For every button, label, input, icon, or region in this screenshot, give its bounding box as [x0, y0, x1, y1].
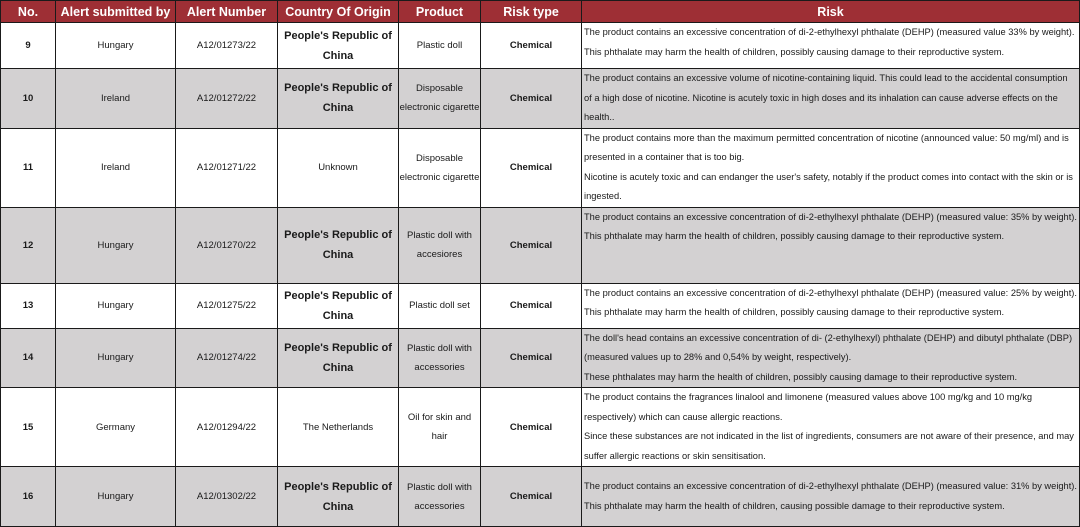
- cell-country-of-origin: The Netherlands: [278, 388, 399, 467]
- header-no: No.: [1, 1, 56, 23]
- header-country-of-origin: Country Of Origin: [278, 1, 399, 23]
- cell-risk-type: Chemical: [481, 283, 582, 328]
- table-row: [1, 328, 1080, 388]
- header-alert-submitted-by: Alert submitted by: [56, 1, 176, 23]
- cell-country-of-origin: People's Republic of China: [278, 23, 399, 69]
- cell-alert-number: A12/01274/22: [176, 328, 278, 388]
- cell-no: 16: [1, 467, 56, 527]
- cell-no: 14: [1, 328, 56, 388]
- risk-paragraph: The product contains an excessive volume of nicotine-containing liquid. This could lead to the accidental consumption of a high dose of nicotine. Nicotine is acutely toxic in high doses and its inhalation can cause adverse effects on the health..: [584, 73, 1068, 122]
- cell-risk-type: Chemical: [481, 207, 582, 283]
- cell-risk-type: Chemical: [481, 69, 582, 129]
- cell-country-of-origin: People's Republic of China: [278, 328, 399, 388]
- cell-alert-submitted-by: Hungary: [56, 207, 176, 283]
- table-row: [1, 128, 1080, 207]
- risk-paragraph: The product contains more than the maximum permitted concentration of nicotine (announced value: 50 mg/ml) and is presented in a container that is too big.: [584, 132, 1069, 162]
- header-alert-number: Alert Number: [176, 1, 278, 23]
- risk-paragraph: These phthalates may harm the health of children, possibly causing damage to their reproductive system.: [584, 371, 1018, 382]
- cell-no: 12: [1, 207, 56, 283]
- header-risk: Risk: [582, 1, 1080, 23]
- table-row: [1, 207, 1080, 283]
- table-row: [1, 283, 1080, 328]
- cell-risk: [582, 69, 1080, 129]
- cell-alert-number: A12/01302/22: [176, 467, 278, 527]
- cell-country-of-origin: People's Republic of China: [278, 467, 399, 527]
- header-row: [1, 1, 1080, 23]
- cell-country-of-origin: Unknown: [278, 128, 399, 207]
- cell-alert-number: A12/01294/22: [176, 388, 278, 467]
- cell-country-of-origin: People's Republic of China: [278, 69, 399, 129]
- cell-product: Disposable electronic cigarette: [399, 128, 481, 207]
- table-row: [1, 23, 1080, 69]
- cell-alert-submitted-by: Ireland: [56, 69, 176, 129]
- cell-no: 10: [1, 69, 56, 129]
- cell-risk: [582, 388, 1080, 467]
- cell-risk-type: Chemical: [481, 388, 582, 467]
- risk-paragraph: Since these substances are not indicated in the list of ingredients, consumers are not aware of their presence, and may suffer allergic reactions or skin sensitisation.: [584, 431, 1074, 461]
- cell-alert-submitted-by: Hungary: [56, 23, 176, 69]
- cell-alert-number: A12/01270/22: [176, 207, 278, 283]
- cell-alert-submitted-by: Hungary: [56, 328, 176, 388]
- risk-paragraph: Nicotine is acutely toxic and can endanger the user's safety, notably if the product comes into contact with the skin or is ingested.: [584, 171, 1073, 201]
- cell-risk: [582, 467, 1080, 527]
- cell-product: Oil for skin and hair: [399, 388, 481, 467]
- cell-country-of-origin: People's Republic of China: [278, 207, 399, 283]
- cell-alert-submitted-by: Hungary: [56, 467, 176, 527]
- cell-alert-number: A12/01275/22: [176, 283, 278, 328]
- cell-risk-type: Chemical: [481, 328, 582, 388]
- cell-risk: [582, 23, 1080, 69]
- cell-risk: [582, 328, 1080, 388]
- risk-paragraph: The product contains an excessive concentration of di-2-ethylhexyl phthalate (DEHP) (measured value 33% by weight). This phthalate may harm the health of children, possibly causing damage to their reproductive system.: [584, 27, 1075, 57]
- cell-no: 11: [1, 128, 56, 207]
- cell-risk: [582, 128, 1080, 207]
- cell-risk: [582, 283, 1080, 328]
- cell-product: Disposable electronic cigarette: [399, 69, 481, 129]
- risk-paragraph: The product contains the fragrances linalool and limonene (measured values above 100 mg/kg and 10 mg/kg respectively) which can cause allergic reactions.: [584, 392, 1033, 422]
- cell-alert-number: A12/01273/22: [176, 23, 278, 69]
- cell-product: Plastic doll with accessories: [399, 328, 481, 388]
- cell-no: 9: [1, 23, 56, 69]
- cell-product: Plastic doll: [399, 23, 481, 69]
- risk-paragraph: The doll's head contains an excessive concentration of di- (2-ethylhexyl) phthalate (DEHP) and dibutyl phthalate (DBP) (measured values up to 28% and 0,54% by weight, respectively).: [584, 332, 1073, 362]
- cell-risk-type: Chemical: [481, 467, 582, 527]
- cell-product: Plastic doll set: [399, 283, 481, 328]
- header-product: Product: [399, 1, 481, 23]
- table-row: [1, 388, 1080, 467]
- cell-risk: [582, 207, 1080, 283]
- header-risk-type: Risk type: [481, 1, 582, 23]
- cell-risk-type: Chemical: [481, 23, 582, 69]
- cell-alert-number: A12/01271/22: [176, 128, 278, 207]
- cell-product: Plastic doll with accessories: [399, 467, 481, 527]
- cell-alert-submitted-by: Germany: [56, 388, 176, 467]
- risk-paragraph: The product contains an excessive concentration of di-2-ethylhexyl phthalate (DEHP) (measured value: 25% by weight). This phthalate may harm the health of children, possibly causing damage to their reproductive system.: [584, 287, 1077, 317]
- table-row: [1, 467, 1080, 527]
- cell-alert-submitted-by: Ireland: [56, 128, 176, 207]
- cell-no: 13: [1, 283, 56, 328]
- cell-product: Plastic doll with accesiores: [399, 207, 481, 283]
- cell-alert-number: A12/01272/22: [176, 69, 278, 129]
- cell-alert-submitted-by: Hungary: [56, 283, 176, 328]
- cell-risk-type: Chemical: [481, 128, 582, 207]
- cell-country-of-origin: People's Republic of China: [278, 283, 399, 328]
- risk-paragraph: The product contains an excessive concentration of di-2-ethylhexyl phthalate (DEHP) (measured value: 35% by weight). This phthalate may harm the health of children, possibly causing damage to their reproductive system.: [584, 211, 1077, 241]
- cell-no: 15: [1, 388, 56, 467]
- table-row: [1, 69, 1080, 129]
- risk-paragraph: The product contains an excessive concentration of di-2-ethylhexyl phthalate (DEHP) (measured value: 31% by weight). This phthalate may harm the health of children, causing possible damage to their reproductive system.: [584, 481, 1077, 511]
